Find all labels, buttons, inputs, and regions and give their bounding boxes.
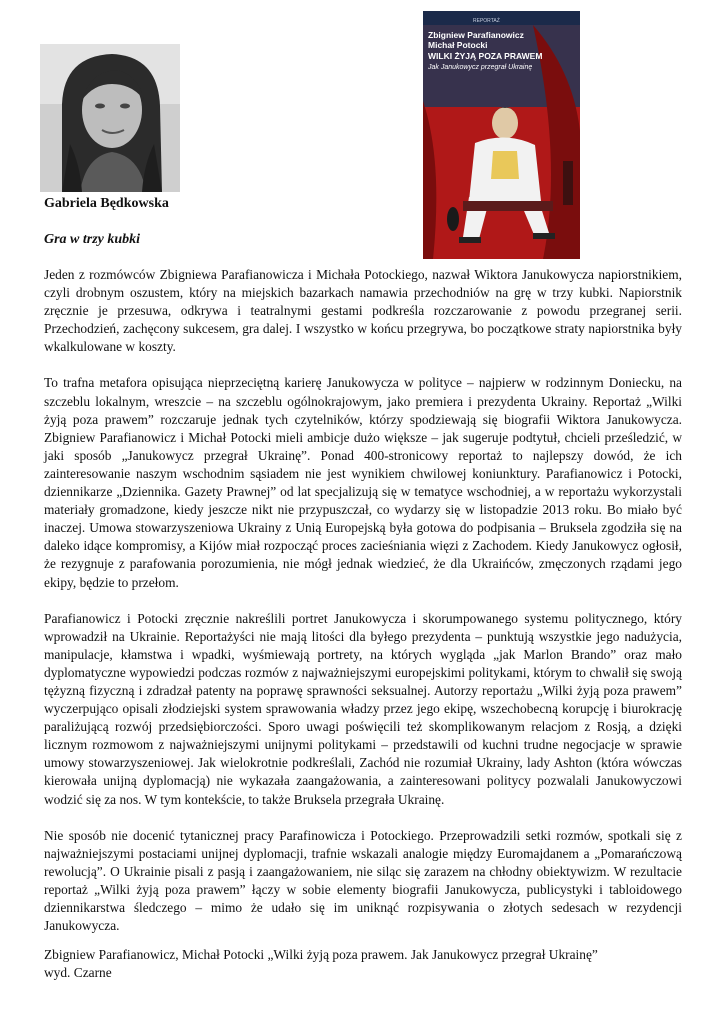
book-credit-line: Zbigniew Parafianowicz, Michał Potocki „Wilki żyją poza prawem. Jak Janukowycz przegrał Ukrainę” [44, 947, 598, 962]
article-paragraph: Parafianowicz i Potocki zręcznie nakreślili portret Janukowycza i skorumpowanego systemu politycznego, który wprowadził na Ukrainie. Reportażyści nie mają litości dla byłego prezydenta – punktują wszystkie jego nadużycia, manipulacje, kłamstwa i wpadki, wyśmiewają portrety, na których wygląda „jak Marlon Brando” oraz mało dyplomatyczne wypowiedzi podczas rozmów z najważniejszymi europejskimi politykami, którym to chwalił się swoją tężyzną fizyczną i zdradzał patenty na poprawę sprawności seksualnej. Autorzy reportażu „Wilki żyją poza prawem” wyczerpująco opisali złodziejski system sprawowania władzy przez jego ekipę, wszechobecną korupcję i biurokrację paraliżującą rozwój przedsiębiorczości. Sporo uwagi poświęcili też skomplikowanym relacjom z Rosją, a dzięki licznym rozmowom z najważniejszymi unijnymi politykami – przedstawili od kuchni trudne negocjacje w sprawie umowy stowarzyszeniowej. Jak wielokrotnie podkreślali, Zachód nie rozumiał Ukrainy, lady Ashton (która wówczas kierowała unijną dyplomacją) nie wykazała zaangażowania, a zainteresowani politycy pozwalali Janukowyczowi wodzić się za nos. W tym kontekście, to także Bruksela przegrała Ukrainę. [44, 610, 682, 807]
article-body [44, 266, 682, 953]
article-paragraph: To trafna metafora opisująca nieprzeciętną karierę Janukowycza w polityce – najpierw w rodzinnym Doniecku, na szczeblu lokalnym, wreszcie – na szczeblu ogólnokrajowym, jako premiera i prezydenta Ukrainy. Reportaż „Wilki żyją poza prawem” rozczaruje jednak tych czytelników, którzy spodziewają się biografii Wiktora Janukowycza. Zbigniew Parafianowicz i Michał Potocki mieli ambicje dużo większe – jak sugeruje podtytuł, chcieli prześledzić, w jaki sposób „Janukowycz przegrał Ukrainę”. Ponad 400-stronicowy reportaż to najlepszy dowód, że ich zainteresowanie naszym wschodnim sąsiadem nie jest wynikiem chwilowej koniunktury. Parafianowicz i Potocki, dziennikarze „Dziennika. Gazety Prawnej” od lat specjalizują się w tematyce wschodniej, a w reportażu wykorzystali materiały gromadzone, kiedy jeszcze nikt nie przypuszczał, co wydarzy się w listopadzie 2013 roku. Bo miało być inaczej. Umowa stowarzyszeniowa Ukrainy z Unią Europejską była gotowa do podpisania – Bruksela zgodziła się na daleko idące kompromisy, a Kijów miał rozpocząć proces zacieśniania więzi z Zachodem. Kiedy Janukowycz ogłosił, że rezygnuje z parafowania porozumienia, nie mógł jednak wiedzieć, że dla Ukraińców, zmęczonych rządami jego ekipy, będzie to przełom. [44, 375, 682, 590]
article-paragraph: Jeden z rozmówców Zbigniewa Parafianowicza i Michała Potockiego, nazwał Wiktora Janukowycza napiorstnikiem, czyli drobnym oszustem, który na miejskich bazarkach namawia przechodniów na grę w trzy kubki. Napiorstnik zręcznie je przesuwa, odkrywa i teatralnymi gestami podkreśla rozczarowanie z powodu przegranej serii. Przechodzień, zachęcony sukcesem, gra dalej. I wszystko w końcu przegrywa, bo początkowe straty napiorstnika były wkalkulowane w koszty. [44, 267, 682, 355]
cover-title: WILKI ŻYJĄ POZA PRAWEM [428, 51, 543, 61]
author-portrait-image [40, 44, 180, 192]
book-cover-image [423, 11, 580, 259]
author-name: Gabriela Będkowska [44, 196, 169, 211]
cover-publisher-mark: REPORTAŻ [473, 18, 500, 24]
cover-author-2: Michał Potocki [428, 40, 488, 50]
book-cover [423, 11, 580, 259]
cover-author-1: Zbigniew Parafianowicz [428, 30, 524, 40]
publisher-line: wyd. Czarne [44, 965, 112, 981]
book-credit [44, 946, 684, 982]
author-photo [40, 44, 180, 192]
cover-subtitle: Jak Janukowycz przegrał Ukrainę [428, 64, 533, 71]
article-title: Gra w trzy kubki [44, 232, 141, 247]
article-paragraph: Nie sposób nie docenić tytanicznej pracy Parafinowicza i Potockiego. Przeprowadzili setki rozmów, spotkali się z najważniejszymi postaciami unijnej dyplomacji, trafnie wskazali analogie między Euromajdanem a „Pomarańczową rewolucją”. O Ukrainie pisali z pasją i zaangażowaniem, nie siląc się zarazem na chłodny obiektywizm. W rezultacie reportaż „Wilki żyją poza prawem” łączy w sobie elementy biografii Janukowycza, publicystyki i tabloidowego dziennikarstwa śledczego – mimo że udało się im uniknąć rozpisywania o złotych sedesach w rezydencji Janukowycza. [44, 827, 682, 934]
